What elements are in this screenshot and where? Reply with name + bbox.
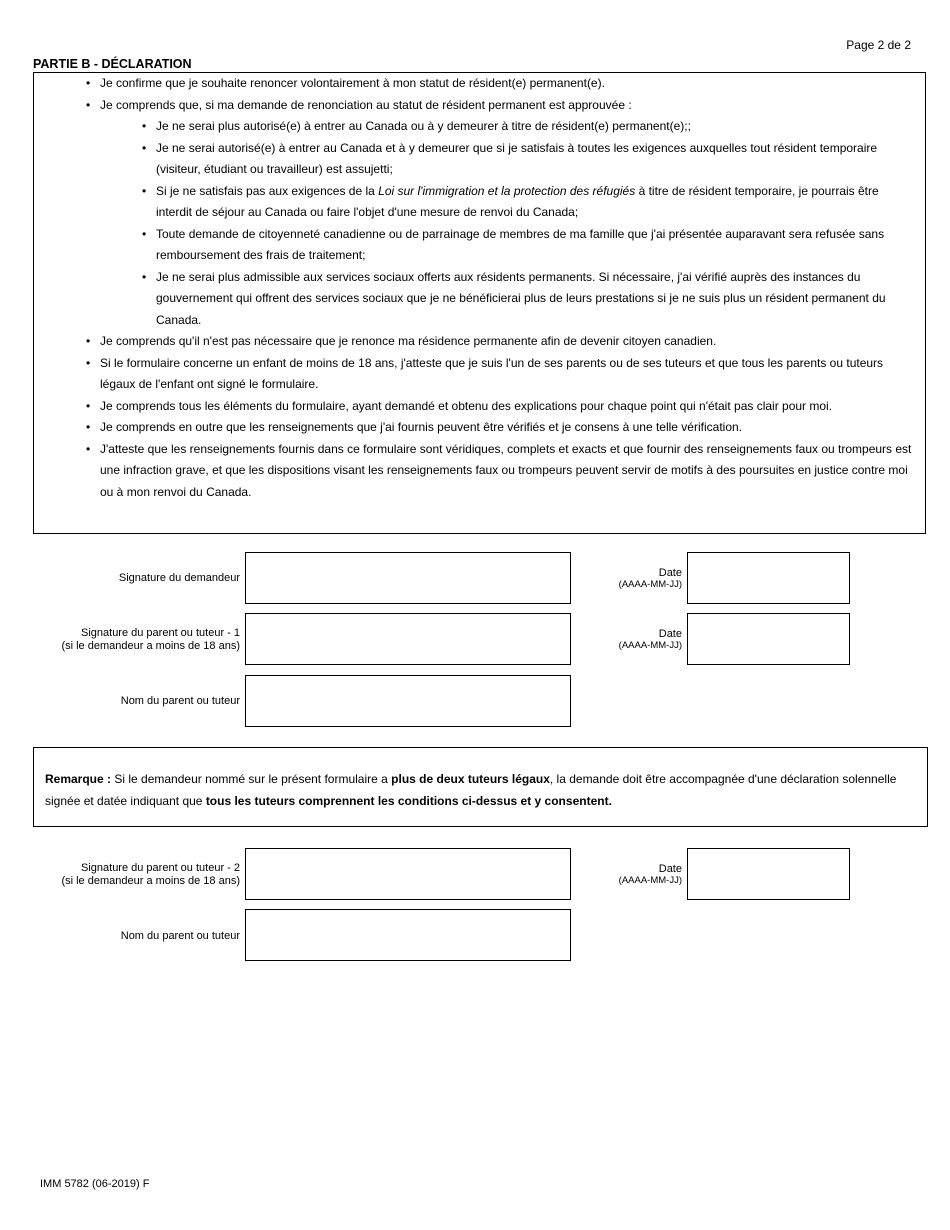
bullet-icon: • (142, 183, 147, 198)
parent1-name-field[interactable] (245, 675, 571, 727)
section-title: PARTIE B - DÉCLARATION (33, 57, 192, 71)
remark-box: Remarque : Si le demandeur nommé sur le présent formulaire a plus de deux tuteurs légaux, la demande doit être accompagnée d'une déclaration solennelle signée et datée indiquant que tous les tuteurs comprennent les conditions ci-dessus et y consentent. (33, 747, 928, 827)
parent1-signature-field[interactable] (245, 613, 571, 665)
bullet-icon: • (142, 269, 147, 284)
remark-label: Remarque : (45, 772, 112, 786)
applicant-signature-field[interactable] (245, 552, 571, 604)
bullet-icon: • (86, 398, 91, 413)
bullet-icon: • (86, 334, 91, 348)
declaration-subitem: • Si je ne satisfais pas aux exigences de la Loi sur l'immigration et la protection des réfugiés à titre de résident temporaire, je pourrais être interdit de séjour au Canada ou faire l'objet d'une mesure de renvoi du Canada; (34, 181, 925, 224)
declaration-subitem: • Toute demande de citoyenneté canadienne ou de parrainage de membres de ma famille que j'ai présentée auparavant sera refusée sans remboursement des frais de traitement; (34, 224, 925, 267)
bullet-icon: • (86, 355, 91, 370)
parent1-date-field[interactable] (687, 613, 850, 665)
parent2-name-field[interactable] (245, 909, 571, 961)
declaration-subitem: • Je ne serai plus admissible aux services sociaux offerts aux résidents permanents. Si nécessaire, j'ai vérifié auprès des instances du gouvernement qui offrent des services sociaux que je ne bénéficierai plus de leurs prestations si je ne suis plus un résident permanent du Canada. (34, 267, 925, 332)
form-code: IMM 5782 (06-2019) F (40, 1178, 150, 1190)
parent1-signature-label: Signature du parent ou tuteur - 1 (si le demandeur a moins de 18 ans) (61, 627, 240, 652)
parent2-signature-field[interactable] (245, 848, 571, 900)
date-label: Date (AAAA-MM-JJ) (618, 628, 682, 651)
bullet-icon: • (142, 119, 147, 133)
bullet-icon: • (142, 140, 147, 155)
declaration-box (33, 72, 926, 534)
declaration-subitem: • Je ne serai autorisé(e) à entrer au Canada et à y demeurer que si je satisfais à toutes les exigences auxquelles tout résident temporaire (visiteur, étudiant ou travailleur) est assujetti; (34, 138, 925, 181)
declaration-list (34, 73, 925, 503)
parent-name-label: Nom du parent ou tuteur (120, 695, 240, 707)
declaration-item: • Je comprends qu'il n'est pas nécessaire que je renonce ma résidence permanente afin de devenir citoyen canadien. (34, 331, 925, 353)
act-title: Loi sur l'immigration et la protection des réfugiés (378, 183, 636, 198)
declaration-item: • Je comprends en outre que les renseignements que j'ai fournis peuvent être vérifiés et je consens à une telle vérification. (34, 417, 925, 439)
date-label: Date (AAAA-MM-JJ) (618, 863, 682, 886)
declaration-item: • Je comprends que, si ma demande de renonciation au statut de résident permanent est approuvée : (34, 95, 925, 117)
declaration-item: • Si le formulaire concerne un enfant de moins de 18 ans, j'atteste que je suis l'un de ses parents ou de ses tuteurs et que tous les parents ou tuteurs légaux de l'enfant ont signé le formulaire. (34, 353, 925, 396)
applicant-signature-label: Signature du demandeur (118, 572, 240, 584)
declaration-item: • J'atteste que les renseignements fournis dans ce formulaire sont véridiques, complets et exacts et que fournir des renseignements faux ou trompeurs est une infraction grave, et que les dispositions visant les renseignements faux ou trompeurs peuvent servir de motifs à des poursuites en justice contre moi ou à mon renvoi du Canada. (34, 439, 925, 504)
bullet-icon: • (86, 441, 91, 456)
page-number: Page 2 de 2 (846, 38, 911, 52)
declaration-subitem: • Je ne serai plus autorisé(e) à entrer au Canada ou à y demeurer à titre de résident(e) permanent(e);; (34, 116, 925, 138)
parent-name-label: Nom du parent ou tuteur (120, 930, 240, 942)
date-label: Date (AAAA-MM-JJ) (618, 567, 682, 590)
bullet-icon: • (142, 226, 147, 241)
declaration-item: • Je confirme que je souhaite renoncer volontairement à mon statut de résident(e) permanent(e). (34, 73, 925, 95)
bullet-icon: • (86, 97, 91, 112)
parent2-signature-label: Signature du parent ou tuteur - 2 (si le demandeur a moins de 18 ans) (61, 862, 240, 887)
declaration-item: • Je comprends tous les éléments du formulaire, ayant demandé et obtenu des explications pour chaque point qui n'était pas clair pour moi. (34, 396, 925, 418)
parent2-date-field[interactable] (687, 848, 850, 900)
bullet-icon: • (86, 76, 91, 90)
bullet-icon: • (86, 420, 91, 434)
applicant-date-field[interactable] (687, 552, 850, 604)
